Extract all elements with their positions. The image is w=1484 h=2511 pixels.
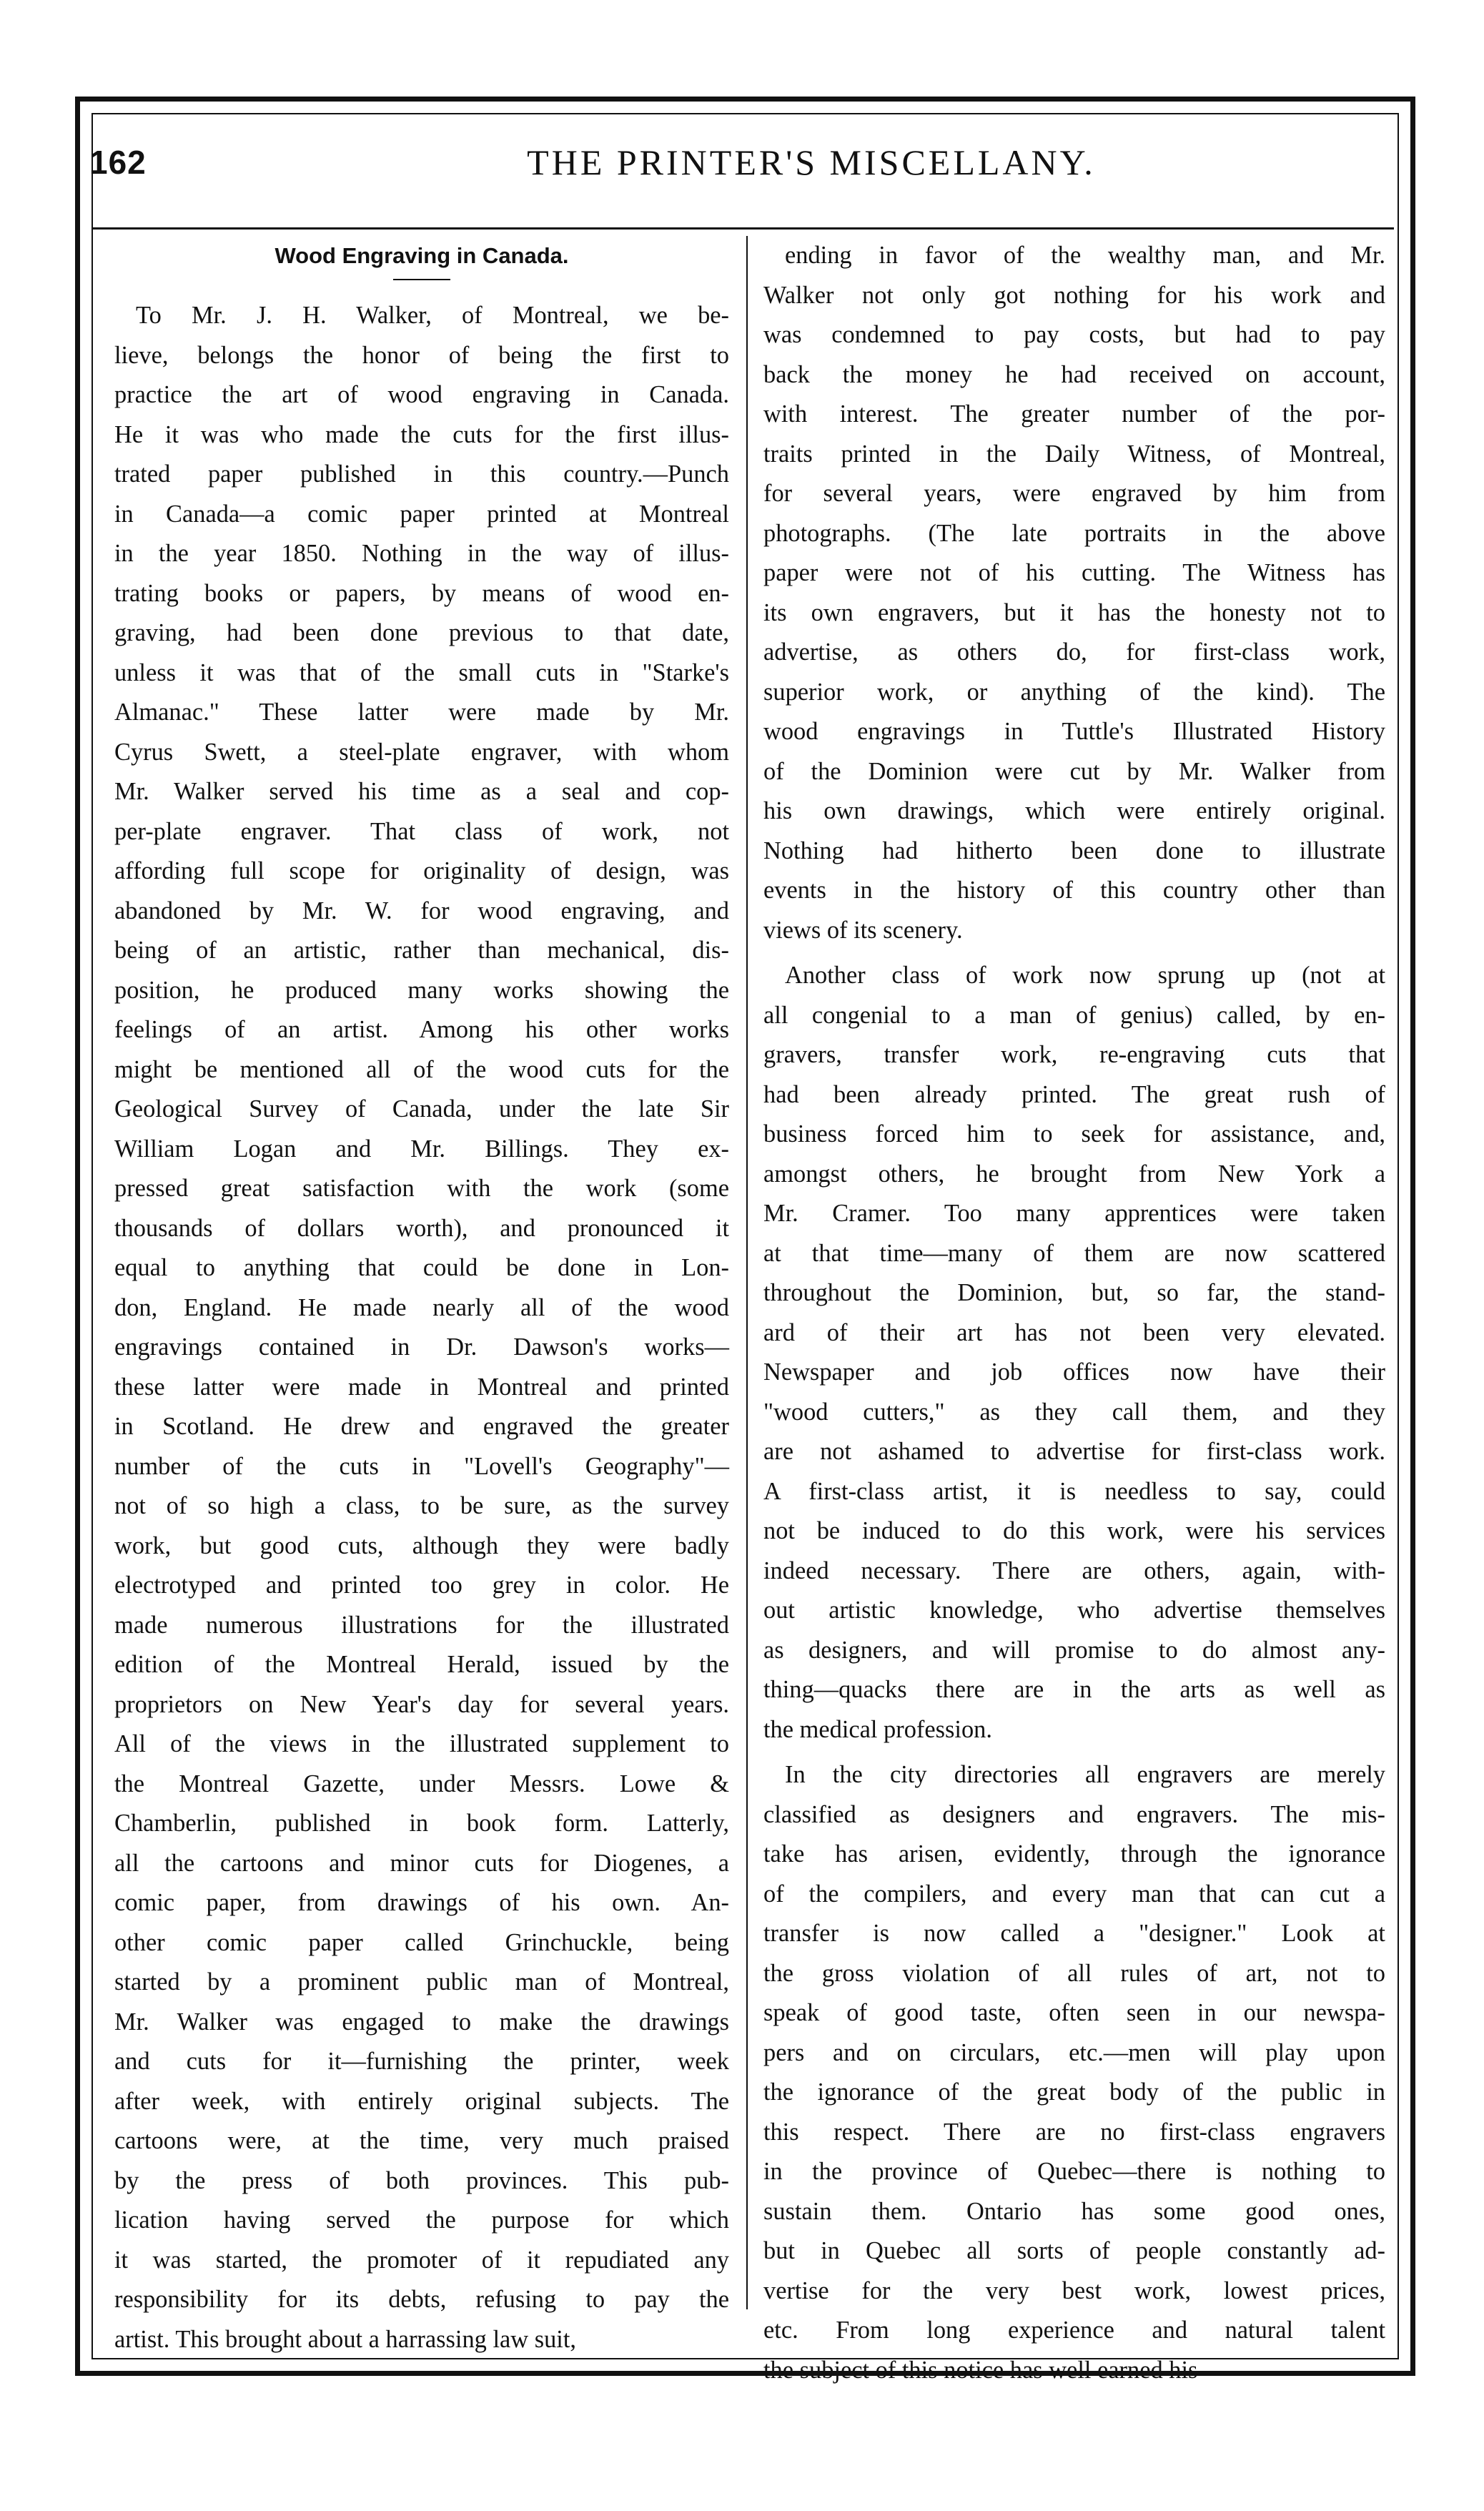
text-line: equal to anything that could be done in Lon- — [114, 1254, 729, 1281]
text-line: these latter were made in Montreal and printed — [114, 1373, 729, 1401]
text-line: take has arisen, evidently, through the ignorance — [763, 1840, 1385, 1868]
text-line: trated paper published in this country.—Punch — [114, 460, 729, 488]
text-line: don, England. He made nearly all of the wood — [114, 1293, 729, 1321]
text-line: unless it was that of the small cuts in "Starke's — [114, 658, 729, 686]
text-line: at that time—many of them are now scattered — [763, 1239, 1385, 1267]
text-line: the medical profession. — [763, 1715, 992, 1743]
text-line: indeed necessary. There are others, again, with- — [763, 1557, 1385, 1584]
header-rule — [93, 227, 1394, 230]
text-line: throughout the Dominion, but, so far, the stand- — [763, 1279, 1385, 1306]
paragraph — [763, 236, 1385, 950]
text-line: per-plate engraver. That class of work, not — [114, 817, 729, 845]
text-line: transfer is now called a "designer." Look at — [763, 1920, 1385, 1947]
text-line: views of its scenery. — [763, 916, 963, 944]
text-line: in the province of Quebec—there is nothing to — [763, 2158, 1385, 2185]
page-number: 162 — [89, 144, 147, 181]
text-line: All of the views in the illustrated supplement to — [114, 1730, 729, 1757]
text-line: affording full scope for originality of design, was — [114, 857, 729, 884]
text-line: of the Dominion were cut by Mr. Walker from — [763, 757, 1385, 785]
text-line: position, he produced many works showing the — [114, 976, 729, 1004]
right-column — [763, 236, 1385, 2384]
text-line: wood engravings in Tuttle's Illustrated History — [763, 718, 1385, 745]
text-line: Mr. Walker served his time as a seal and cop- — [114, 778, 729, 805]
text-line: speak of good taste, often seen in our newspa- — [763, 1999, 1385, 2026]
text-line: engravings contained in Dr. Dawson's works— — [114, 1333, 729, 1361]
text-line: of the compilers, and every man that can cut a — [763, 1880, 1385, 1908]
text-line: To Mr. J. H. Walker, of Montreal, we be- — [136, 302, 729, 329]
text-line: out artistic knowledge, who advertise themselves — [763, 1597, 1385, 1624]
text-line: cartoons were, at the time, very much praised — [114, 2127, 729, 2154]
text-line: vertise for the very best work, lowest prices, — [763, 2276, 1385, 2304]
text-line: not be induced to do this work, were his services — [763, 1517, 1385, 1544]
text-line: sustain them. Ontario has some good ones, — [763, 2197, 1385, 2225]
text-line: comic paper, from drawings of his own. An- — [114, 1889, 729, 1916]
text-line: pressed great satisfaction with the work (some — [114, 1175, 729, 1202]
text-line: paper were not of his cutting. The Witness has — [763, 559, 1385, 586]
article-title: Wood Engraving in Canada. — [274, 243, 569, 268]
text-line: being of an artistic, rather than mechanical, dis- — [114, 937, 729, 964]
text-line: it was started, the promoter of it repudiated any — [114, 2246, 729, 2274]
text-line: Another class of work now sprung up (not at — [785, 962, 1385, 989]
text-line: ending in favor of the wealthy man, and Mr. — [785, 242, 1385, 269]
text-line: edition of the Montreal Herald, issued by the — [114, 1651, 729, 1678]
text-line: amongst others, he brought from New York a — [763, 1160, 1385, 1188]
text-line: superior work, or anything of the kind). The — [763, 678, 1385, 706]
text-line: this respect. There are no first-class engravers — [763, 2118, 1385, 2146]
text-line: after week, with entirely original subjects. The — [114, 2087, 729, 2115]
text-line: advertise, as others do, for first-class work, — [763, 638, 1385, 666]
text-line: all congenial to a man of genius) called, by en- — [763, 1001, 1385, 1029]
text-line: other comic paper called Grinchuckle, being — [114, 1928, 729, 1956]
text-line: Newspaper and job offices now have their — [763, 1358, 1385, 1386]
text-line: In the city directories all engravers are merely — [785, 1761, 1385, 1788]
text-line: the subject of this notice has well earned his — [763, 2356, 1198, 2384]
text-line: in Canada—a comic paper printed at Montreal — [114, 500, 729, 528]
text-line: had been already printed. The great rush of — [763, 1080, 1385, 1108]
text-line: are not ashamed to advertise for first-class work. — [763, 1438, 1385, 1465]
text-line: trating books or papers, by means of wood en- — [114, 579, 729, 607]
text-line: Chamberlin, published in book form. Latterly, — [114, 1810, 729, 1837]
text-line: practice the art of wood engraving in Canada. — [114, 381, 729, 408]
right-column-body — [763, 236, 1385, 2390]
left-column-body — [114, 296, 729, 2359]
text-line: in Scotland. He drew and engraved the greater — [114, 1413, 729, 1440]
text-line: its own engravers, but it has the honesty not to — [763, 598, 1385, 626]
text-line: for several years, were engraved by him from — [763, 480, 1385, 507]
text-line: traits printed in the Daily Witness, of Montreal, — [763, 440, 1385, 468]
text-line: classified as designers and engravers. The mis- — [763, 1800, 1385, 1828]
text-line: made numerous illustrations for the illustrated — [114, 1611, 729, 1639]
text-line: feelings of an artist. Among his other works — [114, 1016, 729, 1043]
text-line: Walker not only got nothing for his work and — [763, 281, 1385, 309]
text-line: responsibility for its debts, refusing to pay the — [114, 2286, 729, 2313]
text-line: was condemned to pay costs, but had to pay — [763, 321, 1385, 348]
running-head — [89, 143, 1405, 200]
text-line: the gross violation of all rules of art, not to — [763, 1959, 1385, 1987]
text-line: work, but good cuts, although they were badly — [114, 1531, 729, 1559]
text-line: the Montreal Gazette, under Messrs. Lowe & — [114, 1770, 729, 1797]
text-line: A first-class artist, it is needless to say, could — [763, 1477, 1385, 1505]
text-line: back the money he had received on account, — [763, 360, 1385, 388]
paragraph — [114, 296, 729, 2359]
paragraph — [763, 1755, 1385, 2390]
text-line: Nothing had hitherto been done to illustrate — [763, 837, 1385, 864]
text-line: lieve, belongs the honor of being the first to — [114, 341, 729, 369]
column-divider — [746, 236, 748, 2309]
text-line: pers and on circulars, etc.—men will play upon — [763, 2038, 1385, 2066]
text-line: photographs. (The late portraits in the above — [763, 519, 1385, 547]
text-line: electrotyped and printed too grey in color. He — [114, 1572, 729, 1599]
text-line: might be mentioned all of the wood cuts for the — [114, 1055, 729, 1083]
text-line: number of the cuts in "Lovell's Geography"— — [114, 1452, 729, 1480]
text-line: thing—quacks there are in the arts as well as — [763, 1676, 1385, 1703]
text-line: as designers, and will promise to do almost any- — [763, 1636, 1385, 1664]
text-line: lication having served the purpose for which — [114, 2206, 729, 2234]
left-column — [114, 236, 729, 2353]
text-line: Mr. Cramer. Too many apprentices were taken — [763, 1200, 1385, 1227]
text-line: Cyrus Swett, a steel-plate engraver, with whom — [114, 738, 729, 766]
text-line: ard of their art has not been very elevated. — [763, 1318, 1385, 1346]
text-line: his own drawings, which were entirely original. — [763, 797, 1385, 824]
text-line: in the year 1850. Nothing in the way of illus- — [114, 540, 729, 567]
text-line: by the press of both provinces. This pub- — [114, 2166, 729, 2194]
text-line: etc. From long experience and natural talent — [763, 2317, 1385, 2344]
text-line: but in Quebec all sorts of people constantly ad- — [763, 2237, 1385, 2264]
text-line: business forced him to seek for assistance, and, — [763, 1120, 1385, 1148]
text-line: Geological Survey of Canada, under the late Sir — [114, 1095, 729, 1123]
text-line: gravers, transfer work, re-engraving cuts that — [763, 1041, 1385, 1068]
text-line: graving, had been done previous to that date, — [114, 619, 729, 646]
text-line: started by a prominent public man of Montreal, — [114, 1968, 729, 1996]
text-line: the ignorance of the great body of the public in — [763, 2078, 1385, 2106]
text-line: with interest. The greater number of the por- — [763, 400, 1385, 428]
title-rule — [393, 279, 450, 280]
text-line: events in the history of this country other than — [763, 877, 1385, 904]
text-line: Mr. Walker was engaged to make the drawings — [114, 2008, 729, 2036]
text-line: not of so high a class, to be sure, as the survey — [114, 1492, 729, 1519]
text-line: He it was who made the cuts for the first illus- — [114, 420, 729, 448]
text-line: William Logan and Mr. Billings. They ex- — [114, 1135, 729, 1163]
text-line: "wood cutters," as they call them, and they — [763, 1398, 1385, 1426]
journal-title: THE PRINTER'S MISCELLANY. — [527, 142, 1096, 182]
text-line: thousands of dollars worth), and pronounced it — [114, 1214, 729, 1242]
text-line: Almanac." These latter were made by Mr. — [114, 699, 729, 726]
text-line: and cuts for it—furnishing the printer, week — [114, 2048, 729, 2075]
text-line: proprietors on New Year's day for several years. — [114, 1690, 729, 1718]
text-line: artist. This brought about a harrassing law suit, — [114, 2325, 576, 2353]
text-line: all the cartoons and minor cuts for Diogenes, a — [114, 1849, 729, 1877]
paragraph — [763, 956, 1385, 1750]
text-line: abandoned by Mr. W. for wood engraving, and — [114, 897, 729, 924]
